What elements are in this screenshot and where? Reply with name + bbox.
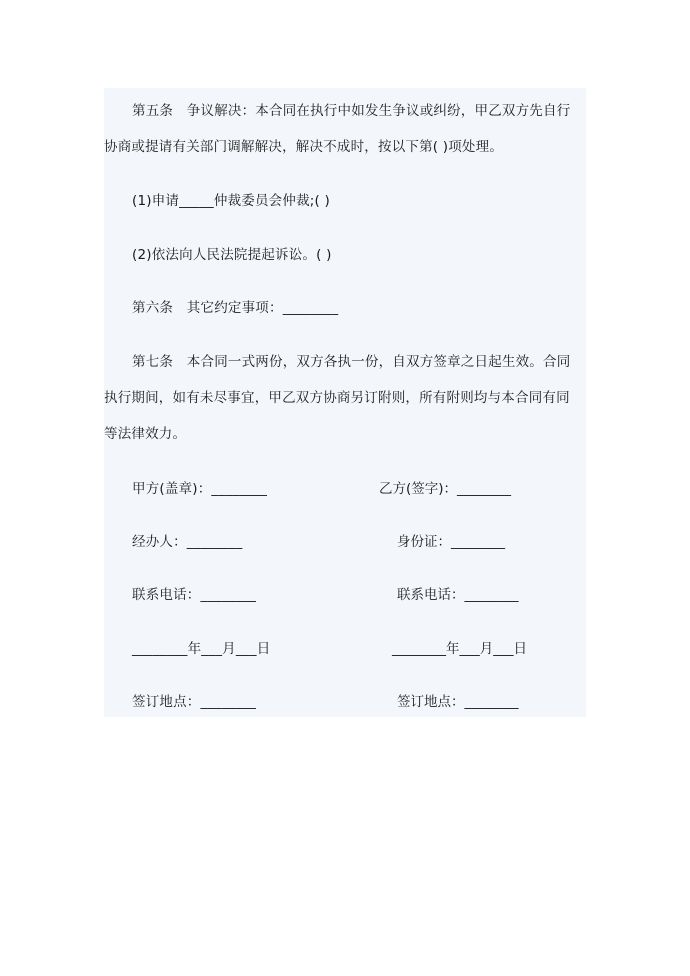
option-2: (2)依法向人民法院提起诉讼。( ) bbox=[132, 247, 332, 263]
article-7-line-2: 执行期间，如有未尽事宜，甲乙双方协商另订附则，所有附则均与本合同有同 bbox=[104, 390, 570, 406]
party-b-place: 签订地点：________ bbox=[397, 694, 519, 710]
article-5-line-1: 第五条 争议解决：本合同在执行中如发生争议或纠纷，甲乙双方先自行 bbox=[132, 103, 571, 119]
party-b-date: ________年___月___日 bbox=[392, 641, 527, 657]
article-5-line-2: 协商或提请有关部门调解解决，解决不成时，按以下第( )项处理。 bbox=[104, 139, 504, 155]
party-a-place: 签订地点：________ bbox=[132, 694, 257, 710]
article-7-line-3: 等法律效力。 bbox=[104, 426, 187, 442]
article-7-line-1: 第七条 本合同一式两份，双方各执一份，自双方签章之日起生效。合同 bbox=[132, 354, 571, 370]
article-6: 第六条 其它约定事项：________ bbox=[132, 300, 339, 316]
party-b-phone: 联系电话：________ bbox=[397, 587, 519, 603]
party-a-phone: 联系电话：________ bbox=[132, 587, 257, 603]
party-a-date: ________年___月___日 bbox=[132, 641, 271, 657]
party-b-id-card: 身份证：________ bbox=[397, 534, 505, 550]
party-a-agent: 经办人：________ bbox=[132, 534, 243, 550]
option-1: (1)申请_____仲裁委员会仲裁;( ) bbox=[132, 193, 330, 209]
party-a-seal: 甲方(盖章)：________ bbox=[132, 481, 268, 497]
party-b-signature: 乙方(签字)：________ bbox=[379, 481, 512, 497]
